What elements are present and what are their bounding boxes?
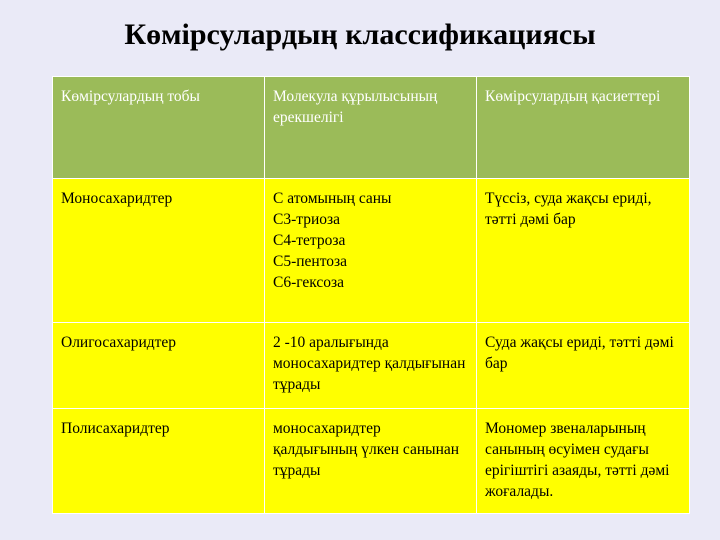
structure-line: С5-пентоза: [273, 253, 348, 270]
classification-table: [52, 76, 690, 514]
table-row: [53, 409, 690, 514]
row-group-cell: Моносахаридтер: [53, 179, 265, 323]
structure-line: С атомының саны: [273, 190, 392, 207]
row-properties-cell: Суда жақсы ериді, тәтті дәмі бар: [477, 323, 690, 409]
table-row: [53, 323, 690, 409]
row-properties-cell: Түссіз, суда жақсы ериді, тәтті дәмі бар: [477, 179, 690, 323]
row-structure-cell: 2 -10 аралығында моносахаридтер қалдығынан тұрады: [265, 323, 477, 409]
row-structure-cell: моносахаридтер қалдығының үлкен санынан тұрады: [265, 409, 477, 514]
row-properties-cell: Мономер звеналарының санының өсуімен судағы ерігіштігі азаяды, тәтті дәмі жоғалады.: [477, 409, 690, 514]
slide-title: Көмірсулардың классификациясы: [124, 18, 596, 51]
structure-line: С6-гексоза: [273, 274, 345, 291]
row-group-cell: Олигосахаридтер: [53, 323, 265, 409]
structure-line: С3-триоза: [273, 211, 341, 228]
header-group: Көмірсулардың тобы: [53, 77, 265, 179]
table-header-row: [53, 77, 690, 179]
row-structure-cell: [265, 179, 477, 323]
row-group-cell: Полисахаридтер: [53, 409, 265, 514]
header-properties: Көмірсулардың қасиеттері: [477, 77, 690, 179]
structure-line: С4-тетроза: [273, 232, 346, 249]
table-row: [53, 179, 690, 323]
header-structure: Молекула құрылысының ерекшелігі: [265, 77, 477, 179]
